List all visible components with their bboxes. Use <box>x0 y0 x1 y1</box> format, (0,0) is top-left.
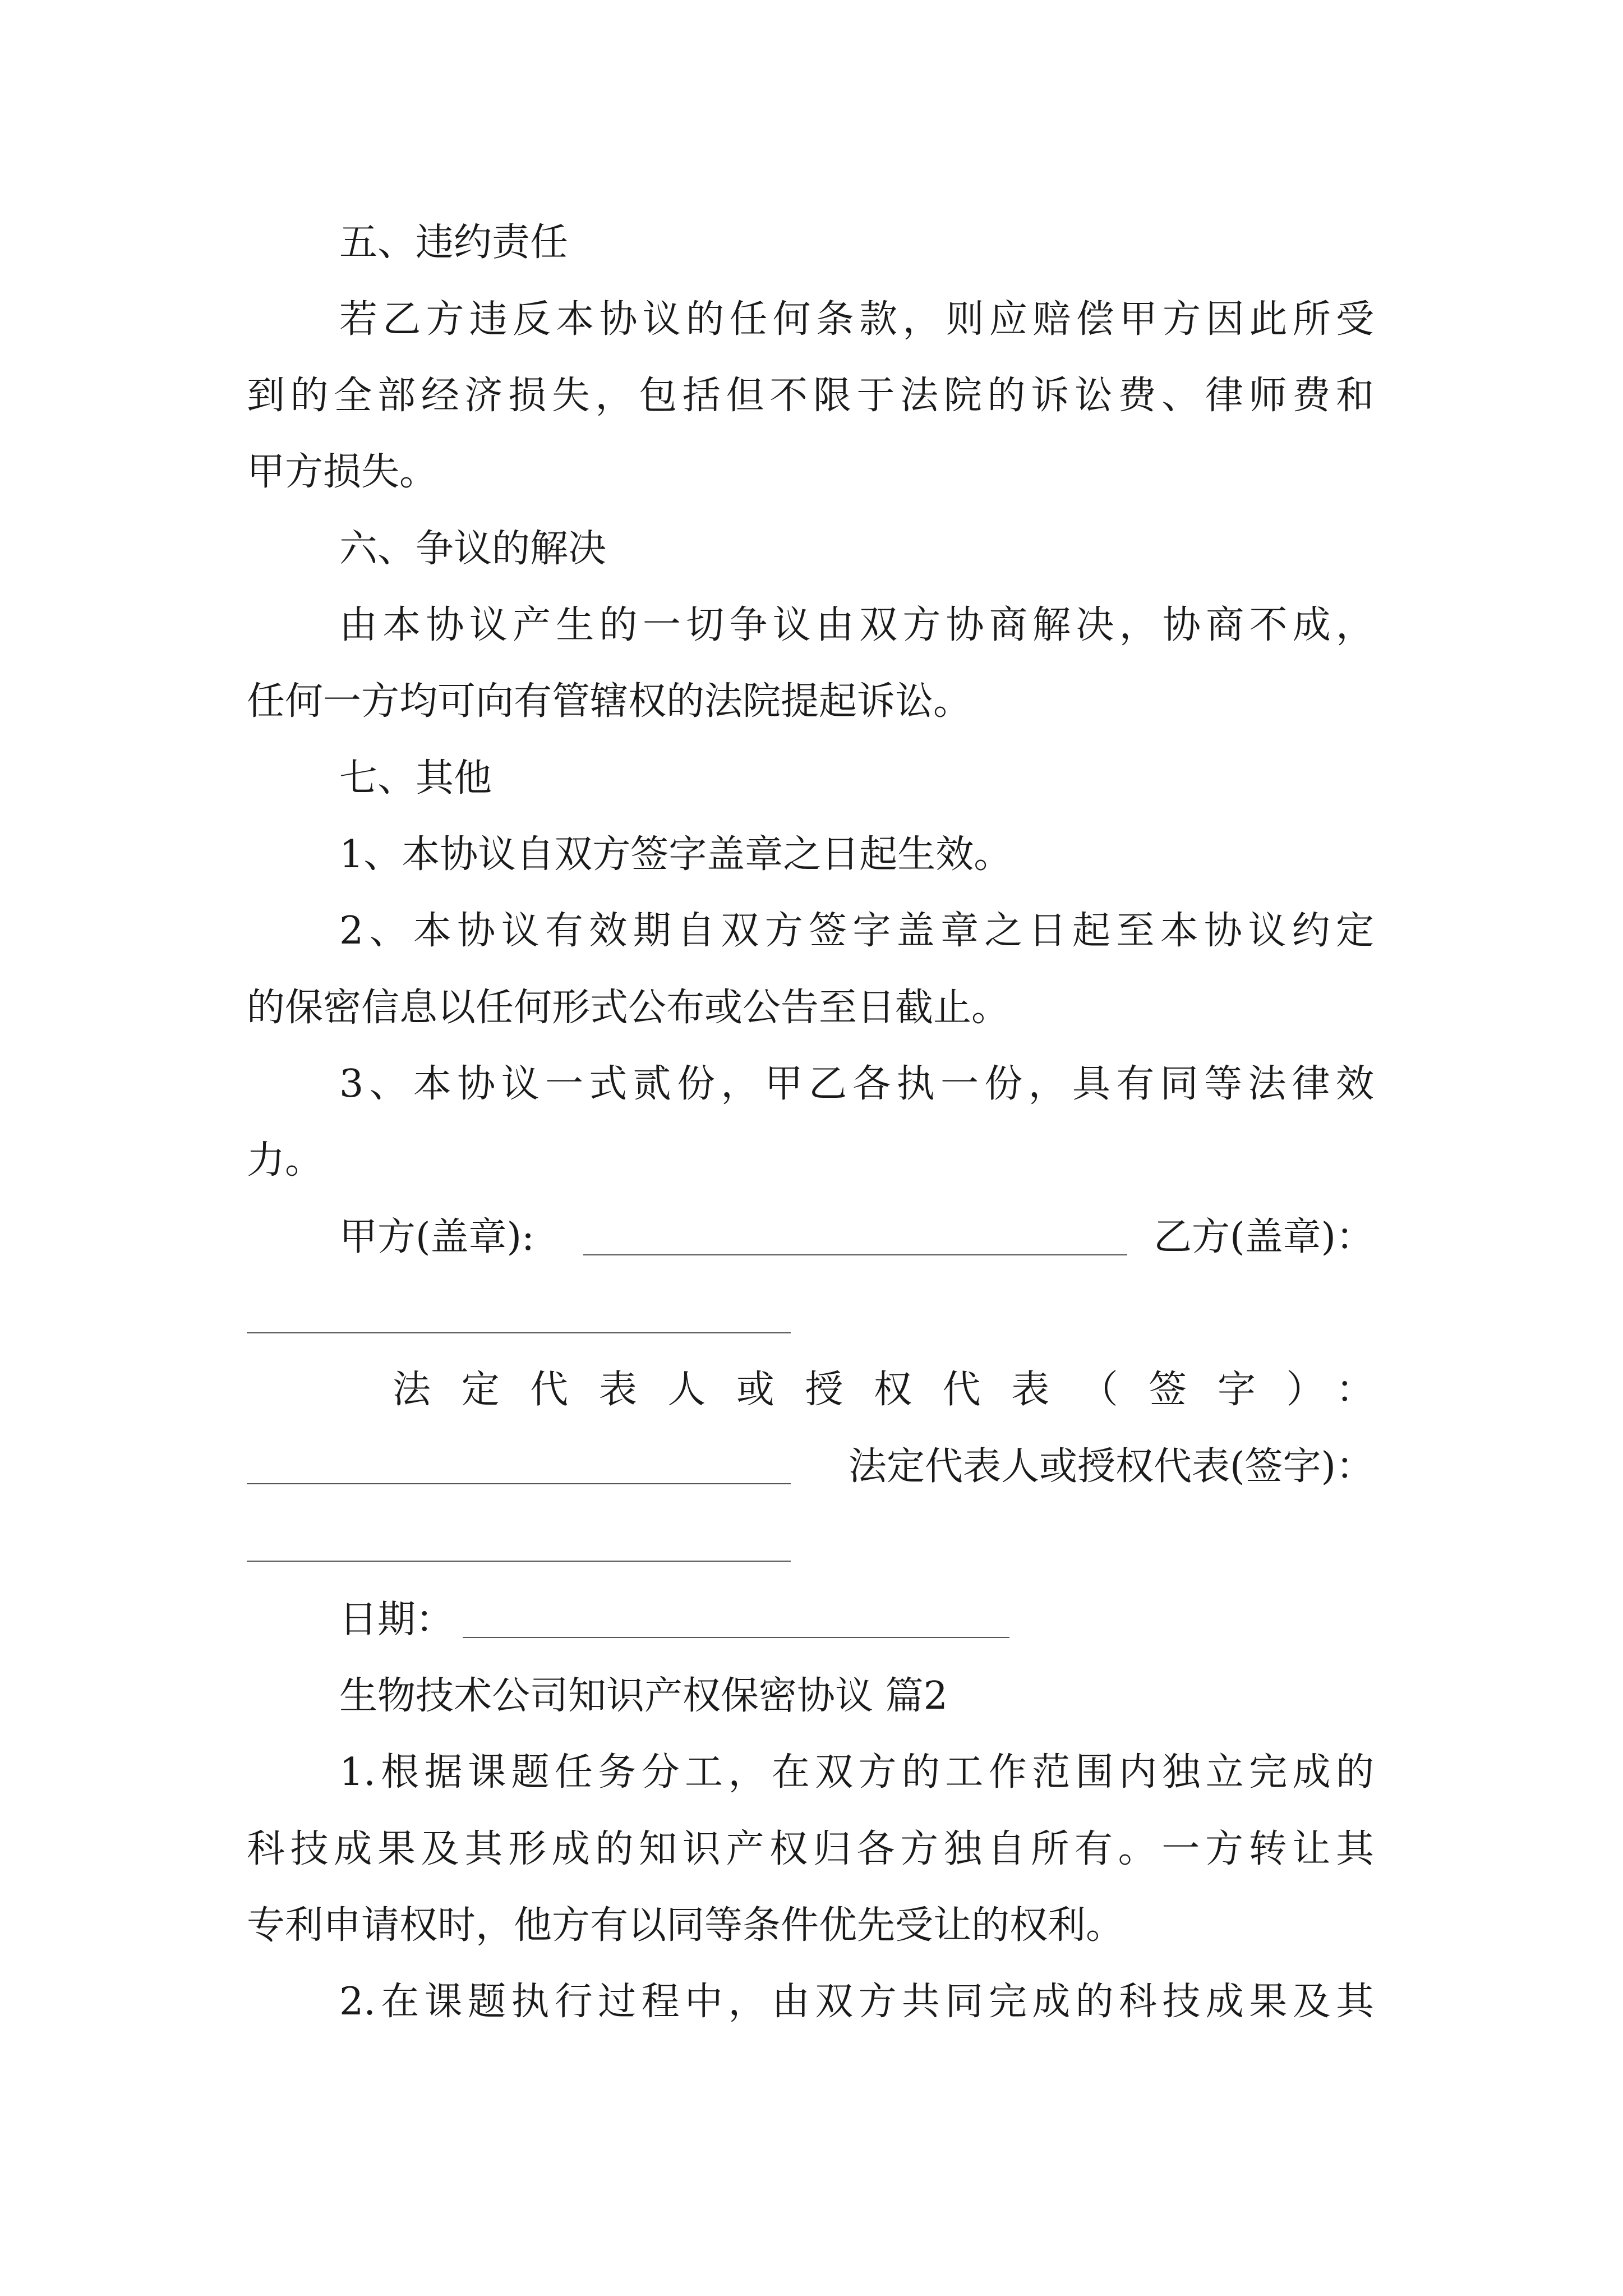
paragraph-line: 1.根据课题任务分工，在双方的工作范围内独立完成的 <box>339 1750 1374 1795</box>
date-row <box>339 1592 1374 1648</box>
paragraph-line: 科技成果及其形成的知识产权归各方独自所有。一方转让其 <box>247 1827 1374 1871</box>
list-item: 2、本协议有效期自双方签字盖章之日起至本协议约定 <box>339 909 1374 953</box>
party-a-signature-line <box>583 1254 1127 1255</box>
section-heading-breach: 五、违约责任 <box>339 220 569 265</box>
paragraph-line: 由本协议产生的一切争议由双方协商解决，协商不成， <box>339 603 1374 647</box>
paragraph-line: 到的全部经济损失，包括但不限于法院的诉讼费、律师费和 <box>247 374 1374 418</box>
date-label: 日期： <box>339 1598 454 1642</box>
list-item-continuation: 的保密信息以任何形式公布或公告至日截止。 <box>247 986 1010 1030</box>
party-a-label: 甲方(盖章): <box>339 1215 534 1259</box>
list-item: 1、本协议自双方签字盖章之日起生效。 <box>339 832 1012 877</box>
section-heading-dispute: 六、争议的解决 <box>339 527 607 571</box>
paragraph-line: 甲方损失。 <box>247 450 438 494</box>
date-line <box>463 1637 1009 1638</box>
paragraph-line: 专利申请权时，他方有以同等条件优先受让的权利。 <box>247 1903 1124 1948</box>
party-b-label: 乙方(盖章)： <box>1153 1215 1374 1259</box>
representative-b-signature-line <box>247 1561 791 1562</box>
representative-label-b: 法定代表人或授权代表(签字)： <box>848 1444 1374 1489</box>
paragraph-line: 2.在课题执行过程中，由双方共同完成的科技成果及其 <box>339 1980 1374 2024</box>
paragraph-line: 任何一方均可向有管辖权的法院提起诉讼。 <box>247 679 972 724</box>
section-heading-other: 七、其他 <box>339 756 492 800</box>
list-item: 3、本协议一式贰份，甲乙各执一份，具有同等法律效 <box>339 1062 1374 1106</box>
paragraph-line: 若乙方违反本协议的任何条款，则应赔偿甲方因此所受 <box>339 297 1374 342</box>
representative-a-signature-line <box>247 1483 791 1484</box>
representative-label-a: 法定代表人或授权代表（签字）： <box>393 1368 1374 1412</box>
signature-row-party <box>247 1209 1374 1266</box>
list-item-continuation: 力。 <box>247 1138 324 1182</box>
part2-title: 生物技术公司知识产权保密协议 篇2 <box>339 1674 948 1718</box>
party-b-signature-line <box>247 1332 791 1333</box>
